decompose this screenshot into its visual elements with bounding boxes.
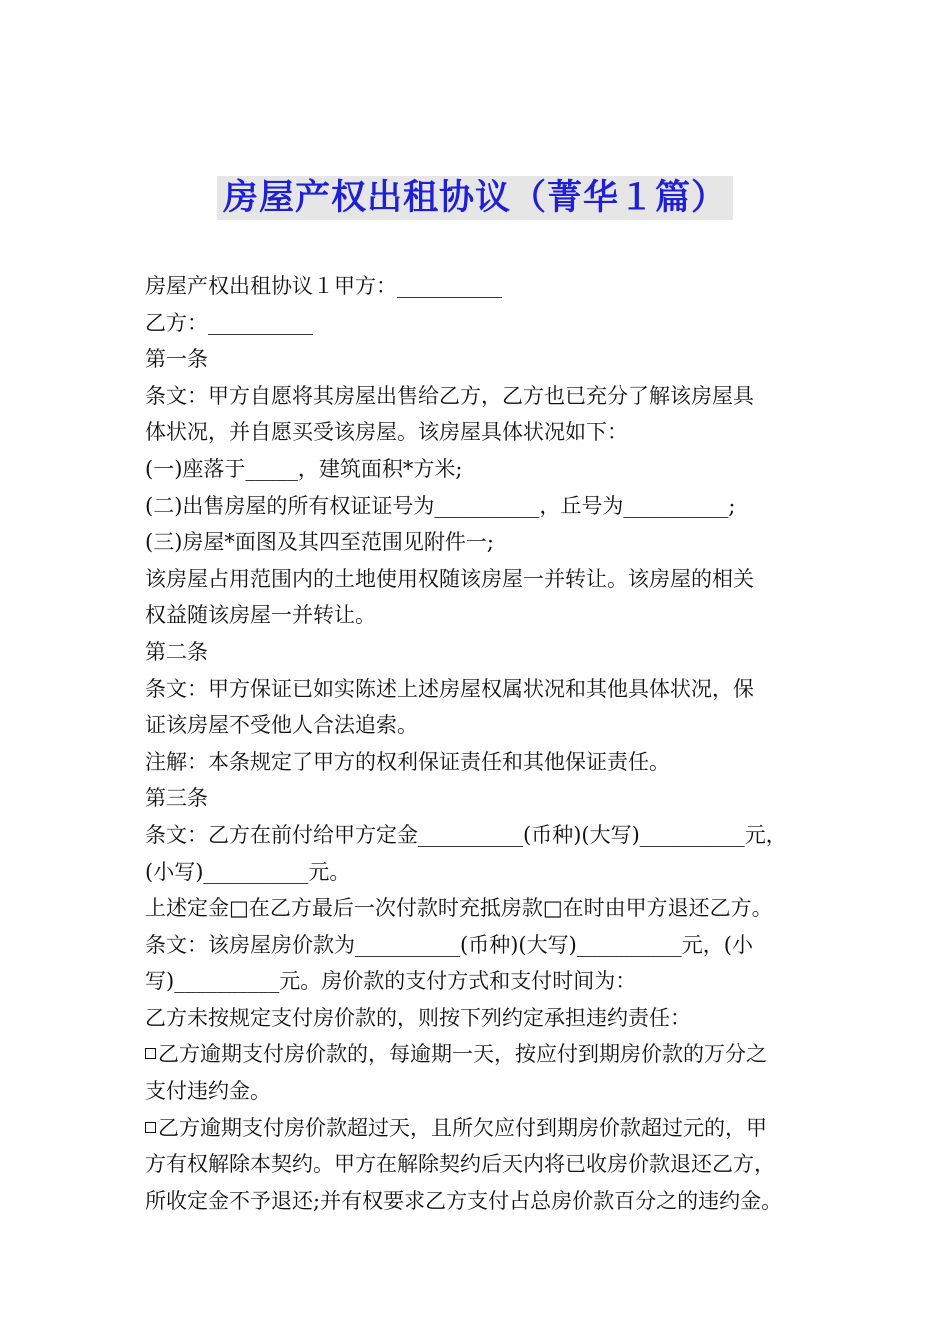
text-line: 所收定金不予退还;并有权要求乙方支付占总房价款百分之的违约金。 — [145, 1188, 783, 1213]
bullet-line — [145, 1110, 815, 1147]
article-heading: 第三条 — [145, 786, 208, 811]
article-heading: 第一条 — [145, 347, 208, 372]
text-line: 条文：甲方自愿将其房屋出售给乙方，乙方也已充分了解该房屋具 — [145, 383, 754, 408]
text-line: 条文：甲方保证已如实陈述上述房屋权属状况和其他具体状况，保 — [145, 676, 754, 701]
text-line: 上述定金□在乙方最后一次付款时充抵房款□在时由甲方退还乙方。 — [145, 896, 773, 921]
text-line: 权益随该房屋一并转让。 — [145, 603, 376, 628]
bullet-text: 乙方逾期支付房价款的，每逾期一天，按应付到期房价款的万分之 — [158, 1042, 767, 1067]
text-line: (三)房屋*面图及其四至范围见附件一; — [145, 530, 494, 555]
text-line: 房屋产权出租协议１甲方：__________ — [145, 274, 502, 298]
text-line: (小写)__________元。 — [145, 859, 351, 884]
checkbox-bullet-icon — [145, 1048, 156, 1059]
bullet-text: 乙方逾期支付房价款超过天，且所欠应付到期房价款超过元的，甲 — [158, 1115, 767, 1140]
title-wrap — [0, 176, 950, 220]
document-body — [145, 268, 815, 1219]
text-line: (二)出售房屋的所有权证证号为__________，丘号为__________; — [145, 493, 736, 518]
text-line: 注解：本条规定了甲方的权利保证责任和其他保证责任。 — [145, 749, 670, 774]
text-line: 条文：乙方在前付给甲方定金__________(币种)(大写)__________元， — [145, 822, 787, 847]
text-line: 乙方未按规定支付房价款的，则按下列约定承担违约责任： — [145, 1005, 691, 1030]
article-heading: 第二条 — [145, 639, 208, 664]
bullet-line — [145, 1036, 815, 1073]
text-line: 写)__________元。房价款的支付方式和支付时间为： — [145, 969, 637, 994]
text-line: (一)座落于_____，建筑面积*方米; — [145, 456, 463, 481]
text-line: 条文：该房屋房价款为__________(币种)(大写)__________元，(小 — [145, 932, 753, 957]
text-line: 体状况，并自愿买受该房屋。该房屋具体状况如下： — [145, 420, 628, 445]
text-line: 方有权解除本契约。甲方在解除契约后天内将已收房价款退还乙方， — [145, 1152, 775, 1177]
checkbox-bullet-icon — [145, 1122, 156, 1133]
document-title: 房屋产权出租协议（菁华１篇） — [217, 176, 733, 220]
text-line: 乙方：__________ — [145, 310, 313, 335]
text-line: 证该房屋不受他人合法追索。 — [145, 713, 418, 738]
text-line: 支付违约金。 — [145, 1079, 271, 1104]
text-line: 该房屋占用范围内的土地使用权随该房屋一并转让。该房屋的相关 — [145, 566, 754, 591]
